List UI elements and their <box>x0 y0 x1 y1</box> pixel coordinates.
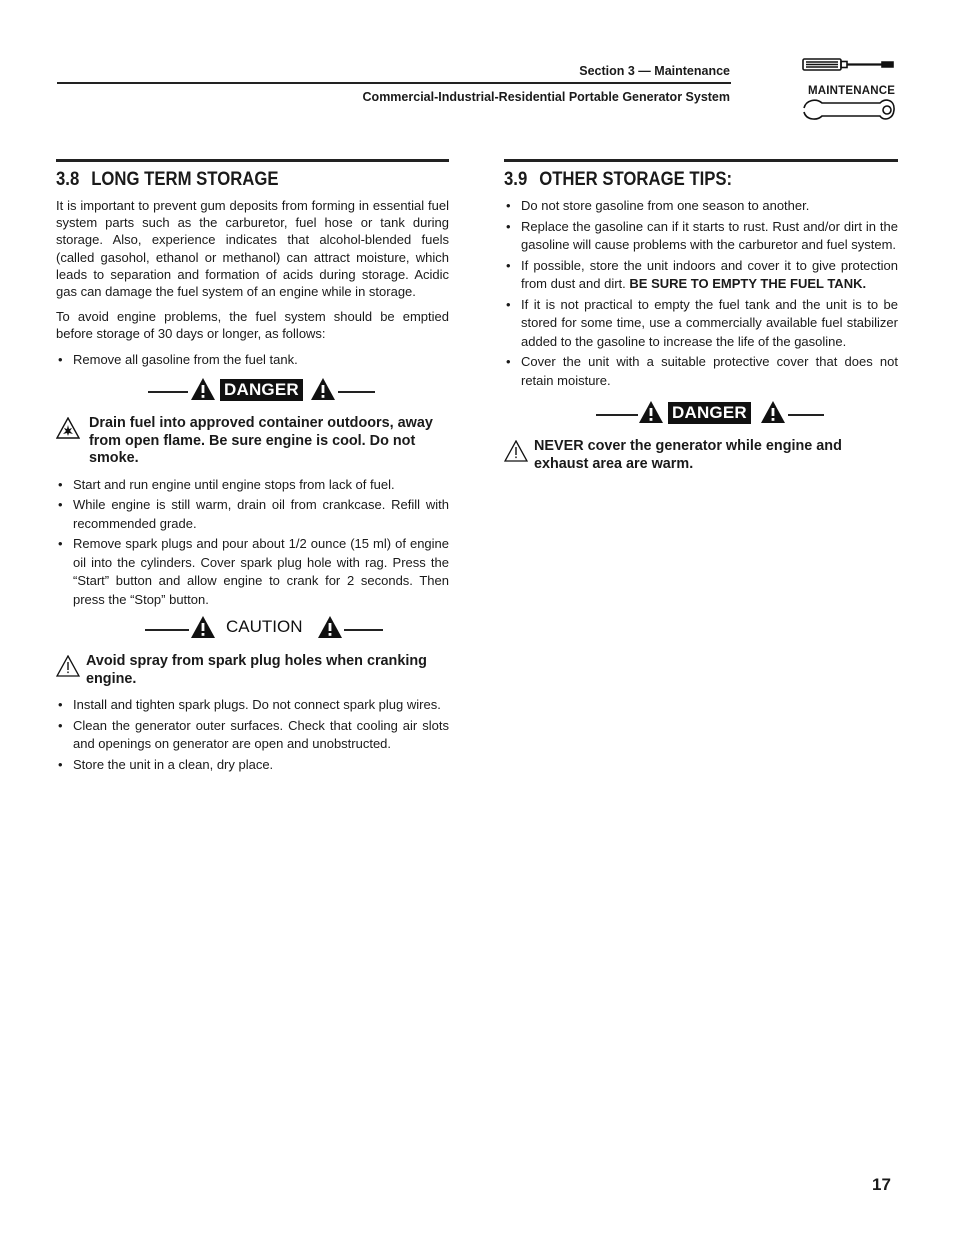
list-item: • Start and run engine until engine stops from lack of fuel. <box>56 476 449 495</box>
list-item: • While engine is still warm, drain oil from crankcase. Refill with recommended grade. <box>56 496 449 533</box>
intro-paragraph: It is important to prevent gum deposits from forming in essential fuel system parts such as the carburetor, fuel hose or tank during storage. Also, experience indicates that alcohol-blended fuels (called gasohol, ethanol or methanol) can attract moisture, which leads to separation and formation of acids during storage. Acidic gas can damage the fuel system of an engine while in storage. <box>56 198 449 300</box>
warning-triangle-icon <box>190 615 216 639</box>
section-rule <box>504 159 898 162</box>
section-long-term-storage <box>56 159 449 776</box>
list-item: • Store the unit in a clean, dry place. <box>56 756 449 775</box>
list-item: • Cover the unit with a suitable protective cover that does not retain moisture. <box>504 353 898 390</box>
list-item: • Replace the gasoline can if it starts to rust. Rust and/or dirt in the gasoline will cause problems with the carburetor and fuel system. <box>504 218 898 255</box>
header-document-title: Commercial-Industrial-Residential Portable Generator System <box>362 90 730 104</box>
header-section-label: Section 3 — Maintenance <box>579 64 730 78</box>
warning-triangle-icon <box>638 400 664 424</box>
warning-triangle-icon <box>190 377 216 401</box>
bullet-list <box>56 351 449 370</box>
warning-triangle-icon <box>760 400 786 424</box>
danger-message: Drain fuel into approved container outdoors, away from open flame. Be sure engine is cool. Do not smoke. <box>56 415 449 468</box>
warning-triangle-icon <box>56 655 80 677</box>
danger-message: NEVER cover the generator while engine and exhaust area are warm. <box>504 438 898 473</box>
wrench-icon <box>804 100 894 119</box>
maintenance-badge-label: MAINTENANCE <box>808 85 896 97</box>
page-number: 17 <box>872 1175 891 1194</box>
list-item: • If possible, store the unit indoors and cover it to give protection from dust and dirt. BE SURE TO EMPTY THE FUEL TANK. <box>504 257 898 294</box>
screwdriver-icon <box>803 59 893 70</box>
section-other-storage-tips <box>504 159 898 481</box>
list-item: • Install and tighten spark plugs. Do not connect spark plug wires. <box>56 696 449 715</box>
list-item: • Remove spark plugs and pour about 1/2 ounce (15 ml) of engine oil into the cylinders. Cover spark plug hole with rag. Press the “Start” button and allow engine to crank for 2 seconds. Then press the “Stop” button. <box>56 535 449 609</box>
section-rule <box>56 159 449 162</box>
list-item: • Clean the generator outer surfaces. Check that cooling air slots and openings on generator are open and unobstructed. <box>56 717 449 754</box>
list-item: • Do not store gasoline from one season to another. <box>504 197 898 216</box>
warning-triangle-icon <box>317 615 343 639</box>
bullet-list <box>56 476 449 610</box>
danger-signal-word: DANGER <box>504 400 898 434</box>
list-item: • Remove all gasoline from the fuel tank. <box>56 351 449 370</box>
list-item: • If it is not practical to empty the fuel tank and the unit is to be stored for some time, use a commercially available fuel stabilizer added to the gasoline to increase the life of the gasoline. <box>504 296 898 352</box>
section-heading: 3.8 LONG TERM STORAGE <box>56 169 279 190</box>
bullet-list <box>56 696 449 774</box>
danger-signal-word: DANGER <box>56 377 449 411</box>
instruction-paragraph: To avoid engine problems, the fuel system should be emptied before storage of 30 days or longer, as follows: <box>56 309 449 342</box>
warning-triangle-icon <box>310 377 336 401</box>
explosion-hazard-icon <box>56 417 80 439</box>
bullet-list <box>504 197 898 390</box>
warning-triangle-icon <box>504 440 528 462</box>
header-rule <box>57 82 731 84</box>
caution-signal-word: CAUTION <box>56 615 449 649</box>
caution-message: Avoid spray from spark plug holes when cranking engine. <box>56 653 449 688</box>
section-heading: 3.9 OTHER STORAGE TIPS: <box>504 169 733 190</box>
